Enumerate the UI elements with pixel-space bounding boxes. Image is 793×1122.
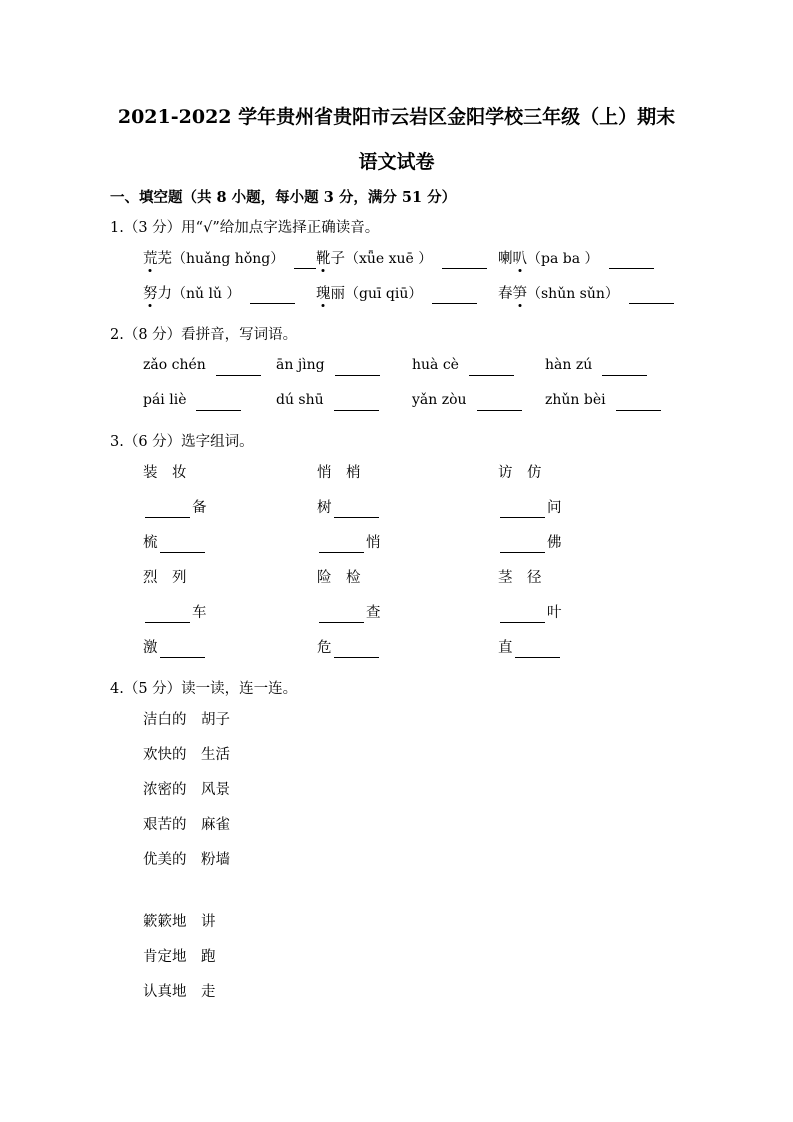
q3-given-char: 树 bbox=[317, 500, 332, 516]
dotted-char: 荒 bbox=[143, 247, 158, 268]
q2-pinyin: ān jìng bbox=[276, 356, 325, 373]
q3-given-char: 直 bbox=[498, 640, 513, 656]
q1-item bbox=[143, 282, 316, 303]
char: 喇 bbox=[498, 251, 513, 267]
answer-blank[interactable] bbox=[294, 253, 316, 269]
q1-word bbox=[498, 282, 527, 303]
q4-left-word[interactable]: 洁白的 bbox=[143, 712, 187, 728]
q3-fill-cell bbox=[498, 531, 562, 552]
q3-fill-cell bbox=[498, 496, 562, 517]
q2-item bbox=[545, 357, 647, 373]
q4-left-word[interactable]: 认真地 bbox=[143, 984, 187, 1000]
q4-left-word[interactable]: 优美的 bbox=[143, 852, 187, 868]
answer-blank[interactable] bbox=[319, 607, 364, 623]
q1-word bbox=[143, 247, 172, 268]
q3-choices-row bbox=[110, 454, 683, 489]
q4-match-row[interactable] bbox=[110, 806, 683, 841]
q4-match-row[interactable] bbox=[110, 938, 683, 973]
section-heading: 一、填空题（共 8 小题，每小题 3 分，满分 51 分） bbox=[110, 189, 457, 206]
q3-given-char: 佛 bbox=[547, 535, 562, 551]
q4-left-word[interactable]: 肯定地 bbox=[143, 949, 187, 965]
q1-pinyin-options: （huǎng hǒng） bbox=[172, 250, 285, 267]
q2-item bbox=[143, 357, 276, 373]
q1-word bbox=[316, 247, 345, 268]
answer-blank[interactable] bbox=[432, 288, 477, 304]
answer-blank[interactable] bbox=[500, 607, 545, 623]
answer-blank[interactable] bbox=[216, 360, 261, 376]
q3-fill-row bbox=[110, 524, 683, 559]
q3-fill-row bbox=[110, 489, 683, 524]
dotted-char: 靴 bbox=[316, 247, 331, 268]
q4-match-row[interactable] bbox=[110, 736, 683, 771]
q2-item bbox=[276, 357, 412, 373]
answer-blank[interactable] bbox=[469, 360, 514, 376]
q2-row bbox=[110, 382, 683, 417]
q1-item bbox=[143, 247, 316, 268]
char: 芜 bbox=[157, 251, 172, 267]
answer-blank[interactable] bbox=[609, 253, 654, 269]
q4-right-word[interactable]: 讲 bbox=[201, 914, 216, 930]
q2-item bbox=[276, 392, 412, 408]
q3-given-char: 激 bbox=[143, 640, 158, 656]
answer-blank[interactable] bbox=[515, 642, 560, 658]
page-title bbox=[110, 95, 683, 185]
answer-blank[interactable] bbox=[477, 395, 522, 411]
answer-blank[interactable] bbox=[442, 253, 487, 269]
q2-pinyin: zǎo chén bbox=[143, 356, 206, 373]
q1-row bbox=[110, 275, 683, 310]
q3-choices-row bbox=[110, 559, 683, 594]
q2-row bbox=[110, 347, 683, 382]
q3-choices: 险 检 bbox=[317, 570, 361, 586]
q2-items bbox=[110, 347, 683, 417]
q3-given-char: 危 bbox=[317, 640, 332, 656]
dotted-char: 瑰 bbox=[316, 282, 331, 303]
char: 春 bbox=[498, 286, 513, 302]
q3-fill-cell bbox=[317, 496, 498, 517]
answer-blank[interactable] bbox=[250, 288, 295, 304]
q4-right-word[interactable]: 胡子 bbox=[201, 712, 230, 728]
q2-item bbox=[143, 392, 276, 408]
q4-left-word[interactable]: 欢快的 bbox=[143, 747, 187, 763]
q2-pinyin: huà cè bbox=[412, 356, 459, 373]
q4-right-word[interactable]: 跑 bbox=[201, 949, 216, 965]
q4-right-word[interactable]: 走 bbox=[201, 984, 216, 1000]
q3-choices: 装 妆 bbox=[143, 465, 187, 481]
char: 子 bbox=[330, 251, 345, 267]
q4-left-word[interactable]: 艰苦的 bbox=[143, 817, 187, 833]
answer-blank[interactable] bbox=[629, 288, 674, 304]
q2-pinyin: zhǔn bèi bbox=[545, 391, 606, 408]
q4-right-word[interactable]: 风景 bbox=[201, 782, 230, 798]
q4-right-word[interactable]: 粉墙 bbox=[201, 852, 230, 868]
q1-stem: 1.（3 分）用“√”给加点字选择正确读音。 bbox=[110, 220, 380, 236]
q2-pinyin: yǎn zòu bbox=[412, 391, 467, 408]
q3-given-char: 叶 bbox=[547, 605, 562, 621]
answer-blank[interactable] bbox=[616, 395, 661, 411]
answer-blank[interactable] bbox=[335, 360, 380, 376]
q3-stem: 3.（6 分）选字组词。 bbox=[110, 434, 254, 450]
q2-pinyin: hàn zú bbox=[545, 356, 593, 373]
q1-pinyin-options: （nǔ lǔ ） bbox=[172, 285, 241, 302]
q1-items bbox=[110, 240, 683, 310]
answer-blank[interactable] bbox=[500, 537, 545, 553]
q4-match-group-2 bbox=[110, 903, 683, 1008]
q2-item bbox=[545, 392, 661, 408]
q2-stem: 2.（8 分）看拼音，写词语。 bbox=[110, 327, 298, 343]
q3-fill-cell bbox=[143, 496, 317, 517]
q3-fill-cell bbox=[498, 636, 562, 657]
q3-choices: 烈 列 bbox=[143, 570, 187, 586]
dotted-char: 叭 bbox=[513, 247, 528, 268]
q2-item bbox=[412, 357, 545, 373]
q3-given-char: 车 bbox=[192, 605, 207, 621]
q4-left-word[interactable]: 浓密的 bbox=[143, 782, 187, 798]
char: 力 bbox=[157, 286, 172, 302]
q1-item bbox=[316, 247, 498, 268]
title-line-2: 语文试卷 bbox=[358, 151, 435, 173]
q1-pinyin-options: （pa ba ） bbox=[527, 250, 599, 267]
q3-fill-cell bbox=[317, 531, 498, 552]
q4-match-group-1 bbox=[110, 701, 683, 876]
q3-fill-row bbox=[110, 629, 683, 664]
q1-pinyin-options: （guī qiū） bbox=[345, 285, 423, 302]
q3-fill-row bbox=[110, 594, 683, 629]
q3-fill-cell bbox=[317, 601, 498, 622]
q3-fill-cell bbox=[143, 531, 317, 552]
q1-word bbox=[143, 282, 172, 303]
answer-blank[interactable] bbox=[334, 502, 379, 518]
answer-blank[interactable] bbox=[196, 395, 241, 411]
q4-left-word[interactable]: 簌簌地 bbox=[143, 914, 187, 930]
answer-blank[interactable] bbox=[334, 395, 379, 411]
q4-match-row[interactable] bbox=[110, 903, 683, 938]
q3-fill-cell bbox=[143, 601, 317, 622]
title-line-1: 2021-2022 学年贵州省贵阳市云岩区金阳学校三年级（上）期末 bbox=[117, 106, 676, 128]
q1-item bbox=[498, 247, 654, 268]
answer-blank[interactable] bbox=[160, 642, 205, 658]
q1-item bbox=[498, 282, 674, 303]
answer-blank[interactable] bbox=[160, 537, 205, 553]
q4-stem: 4.（5 分）读一读，连一连。 bbox=[110, 681, 298, 697]
answer-blank[interactable] bbox=[334, 642, 379, 658]
q3-given-char: 梳 bbox=[143, 535, 158, 551]
q3-choices: 悄 梢 bbox=[317, 465, 361, 481]
q3-fill-cell bbox=[498, 601, 562, 622]
q1-row bbox=[110, 240, 683, 275]
q4-right-word[interactable]: 麻雀 bbox=[201, 817, 230, 833]
q4-match-row[interactable] bbox=[110, 701, 683, 736]
q3-given-char: 备 bbox=[192, 500, 207, 516]
dotted-char: 笋 bbox=[513, 282, 528, 303]
answer-blank[interactable] bbox=[319, 537, 364, 553]
q2-item bbox=[412, 392, 545, 408]
q3-given-char: 问 bbox=[547, 500, 562, 516]
q1-pinyin-options: （xǖe xuē ） bbox=[345, 250, 433, 267]
q3-choices: 访 仿 bbox=[498, 465, 542, 481]
q4-right-word[interactable]: 生活 bbox=[201, 747, 230, 763]
char: 丽 bbox=[330, 286, 345, 302]
q2-pinyin: dú shū bbox=[276, 391, 324, 408]
q4-match-row[interactable] bbox=[110, 973, 683, 1008]
answer-blank[interactable] bbox=[500, 502, 545, 518]
q3-grid bbox=[110, 454, 683, 664]
q2-pinyin: pái liè bbox=[143, 391, 187, 408]
answer-blank[interactable] bbox=[602, 360, 647, 376]
answer-blank[interactable] bbox=[145, 502, 190, 518]
q1-pinyin-options: （shǔn sǔn） bbox=[527, 285, 619, 302]
dotted-char: 努 bbox=[143, 282, 158, 303]
q4-match-row[interactable] bbox=[110, 771, 683, 806]
q1-word bbox=[316, 282, 345, 303]
q3-choices: 茎 径 bbox=[498, 570, 542, 586]
q4-match-row[interactable] bbox=[110, 841, 683, 876]
q1-item bbox=[316, 282, 498, 303]
q3-given-char: 悄 bbox=[366, 535, 381, 551]
answer-blank[interactable] bbox=[145, 607, 190, 623]
q3-fill-cell bbox=[143, 636, 317, 657]
q3-given-char: 查 bbox=[366, 605, 381, 621]
q1-word bbox=[498, 247, 527, 268]
q3-fill-cell bbox=[317, 636, 498, 657]
